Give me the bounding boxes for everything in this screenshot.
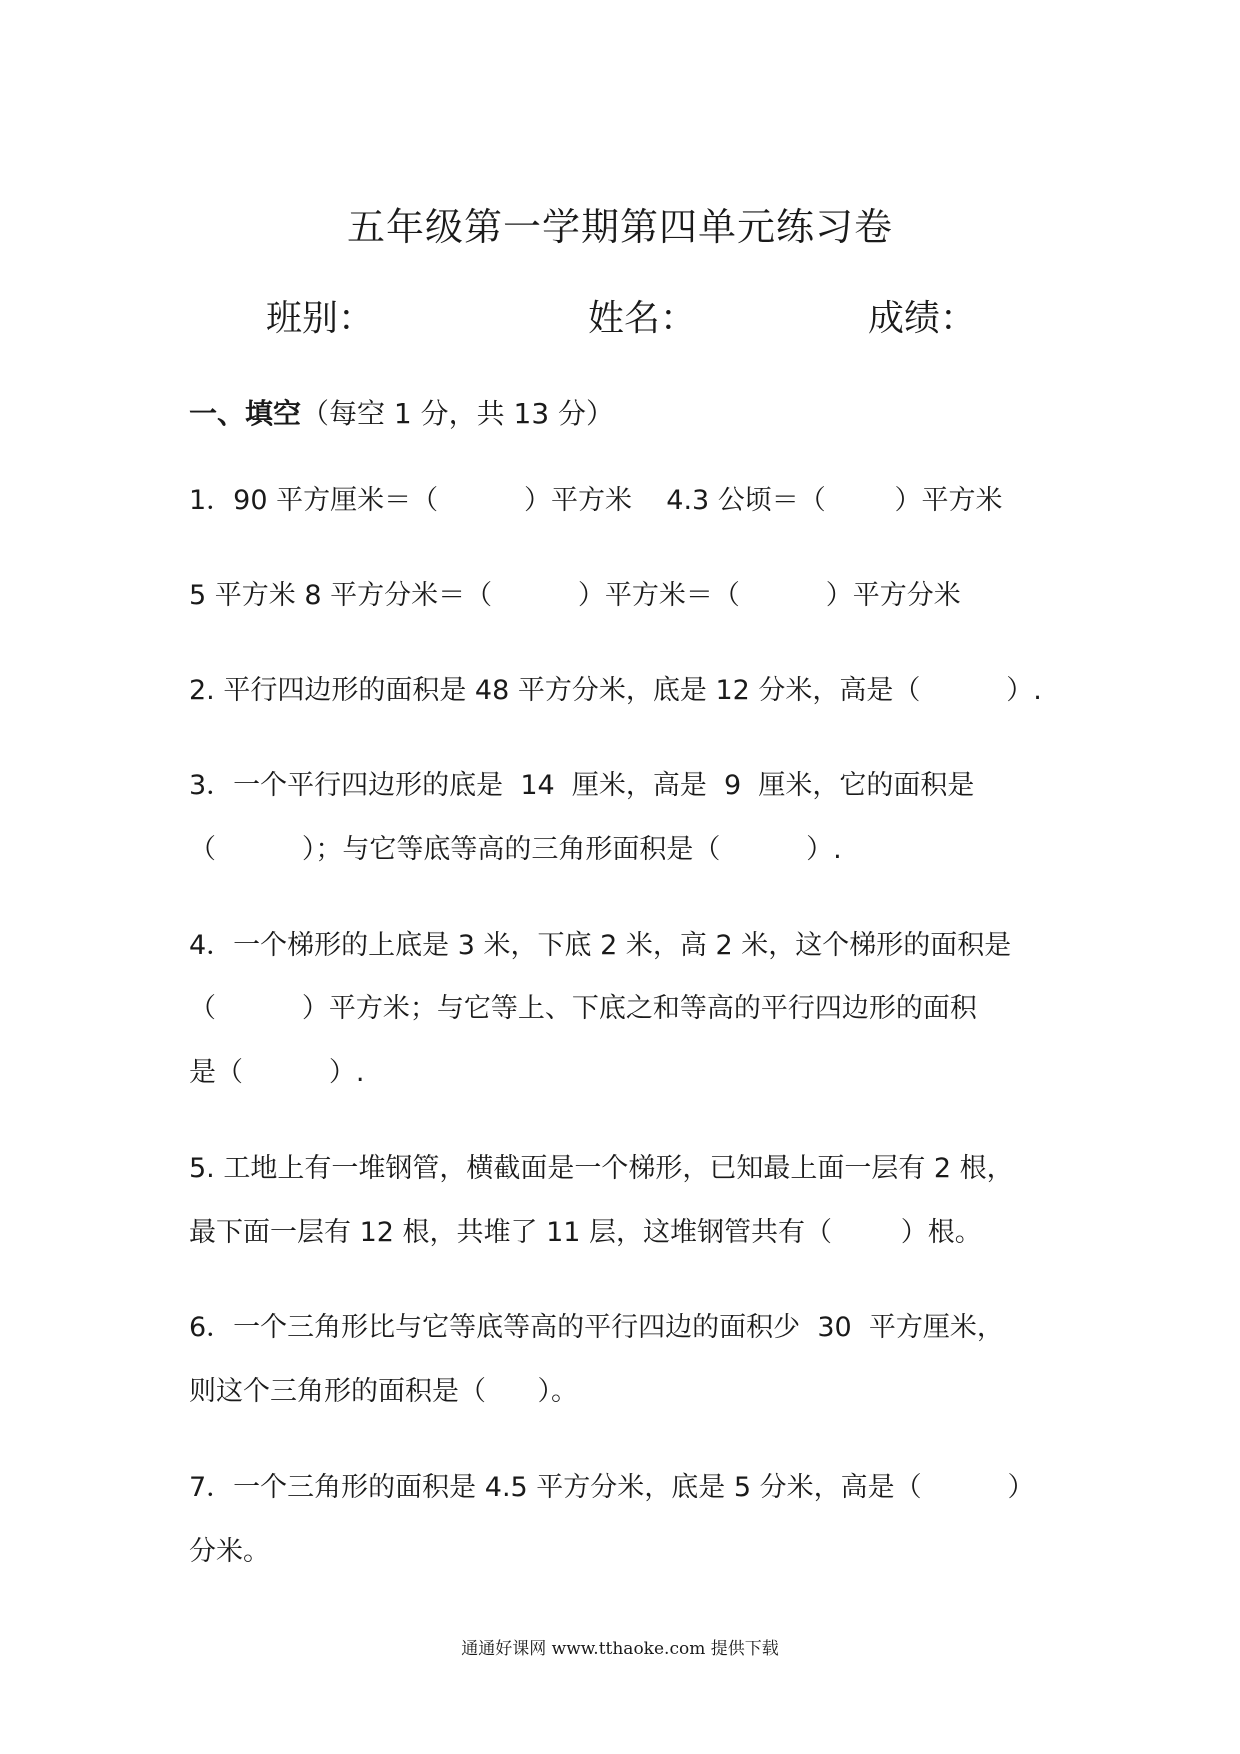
class-field-label: 班别： bbox=[266, 298, 375, 339]
footer-source: 通通好课网 www.tthaoke.com 提供下载 bbox=[461, 1639, 779, 1659]
section-title: 一、填空 bbox=[189, 397, 302, 430]
page-title: 五年级第一学期第四单元练习卷 bbox=[346, 205, 893, 249]
question-line: 分米。 bbox=[189, 1536, 270, 1567]
question-line: （ ）；与它等底等高的三角形面积是（ ）. bbox=[189, 834, 842, 865]
question-line: 最下面一层有 12 根，共堆了 11 层，这堆钢管共有（ ）根。 bbox=[189, 1217, 982, 1248]
question-line: 5 平方米 8 平方分米＝（ ）平方米＝（ ）平方分米 bbox=[189, 580, 961, 611]
question-line: 6．一个三角形比与它等底等高的平行四边的面积少 30 平方厘米， bbox=[189, 1312, 1004, 1343]
question-line: 4．一个梯形的上底是 3 米，下底 2 米，高 2 米，这个梯形的面积是 bbox=[189, 930, 1012, 961]
question-line: 1．90 平方厘米＝（ ）平方米 4.3 公顷＝（ ）平方米 bbox=[189, 485, 1003, 516]
question-line: 3．一个平行四边形的底是 14 厘米，高是 9 厘米，它的面积是 bbox=[189, 770, 975, 801]
question-line: （ ）平方米；与它等上、下底之和等高的平行四边形的面积 bbox=[189, 993, 977, 1024]
question-line: 2. 平行四边形的面积是 48 平方分米，底是 12 分米，高是（ ）. bbox=[189, 675, 1042, 706]
score-field-label: 成绩： bbox=[868, 298, 977, 339]
section-heading bbox=[189, 392, 614, 432]
question-line: 5. 工地上有一堆钢管，横截面是一个梯形，已知最上面一层有 2 根， bbox=[189, 1153, 1014, 1184]
section-scoring-note: （每空 1 分，共 13 分） bbox=[301, 397, 615, 430]
question-line: 7．一个三角形的面积是 4.5 平方分米，底是 5 分米，高是（ ） bbox=[189, 1472, 1035, 1503]
question-line: 是（ ）. bbox=[189, 1057, 365, 1088]
name-field-label: 姓名： bbox=[588, 298, 697, 339]
question-line: 则这个三角形的面积是（ ）。 bbox=[189, 1376, 578, 1407]
